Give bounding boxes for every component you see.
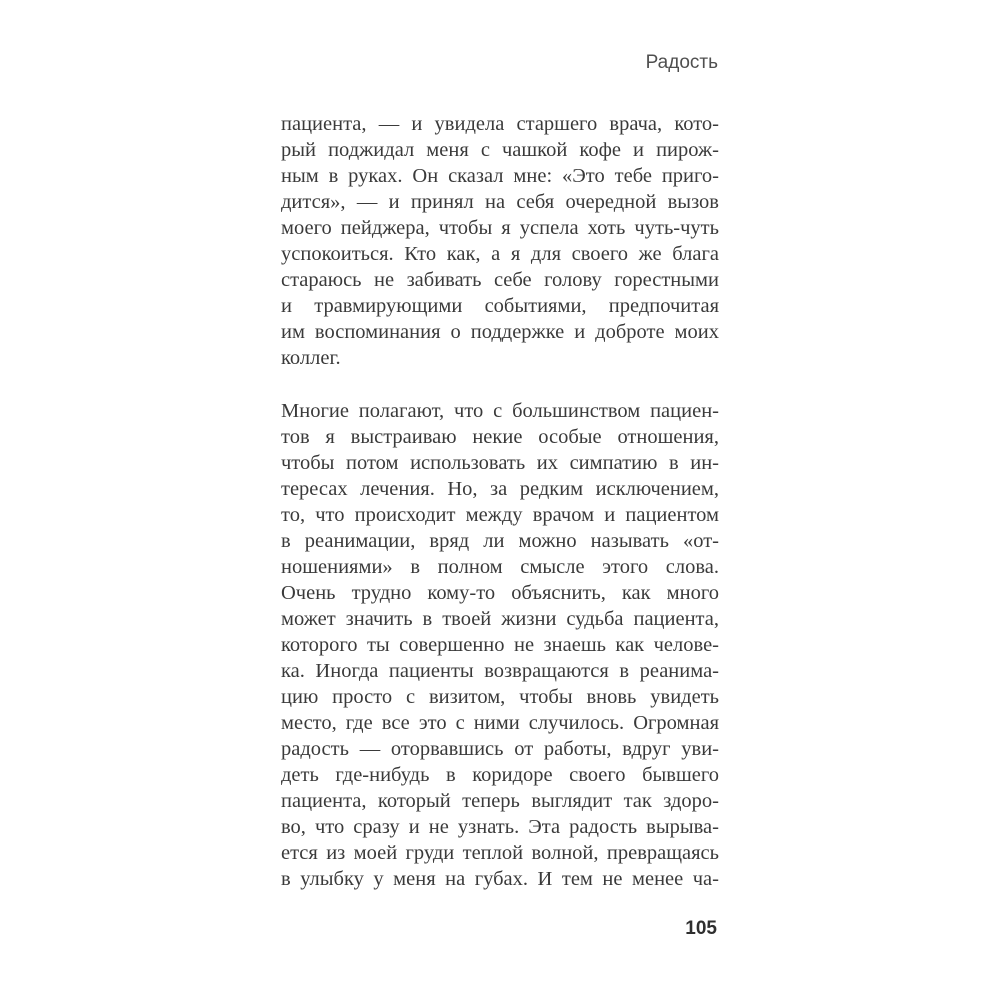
text-line: им воспоминания о поддержке и доброте моих <box>281 321 719 343</box>
paragraph <box>281 111 719 371</box>
text-line: ношениями» в полном смысле этого слова. <box>281 556 719 578</box>
text-line: ется из моей груди теплой волной, превращаясь <box>281 842 719 864</box>
text-line: рый поджидал меня с чашкой кофе и пирож- <box>281 139 719 161</box>
text-line: место, где все это с ними случилось. Огромная <box>281 712 719 734</box>
text-line: пациента, который теперь выглядит так здоро- <box>281 790 719 812</box>
text-line: радость — оторвавшись от работы, вдруг уви- <box>281 738 719 760</box>
text-line: пациента, — и увидела старшего врача, кото- <box>281 113 719 135</box>
body-text <box>281 111 719 892</box>
text-line: то, что происходит между врачом и пациентом <box>281 504 719 526</box>
text-line: тересах лечения. Но, за редким исключением, <box>281 478 719 500</box>
text-line: может значить в твоей жизни судьба пациента, <box>281 608 719 630</box>
text-line: коллег. <box>281 347 341 369</box>
text-line: и травмирующими событиями, предпочитая <box>281 295 719 317</box>
text-line: Очень трудно кому-то объяснить, как много <box>281 582 719 604</box>
text-line: Многие полагают, что с большинством пациен- <box>281 400 719 422</box>
text-line: ка. Иногда пациенты возвращаются в реанима- <box>281 660 719 682</box>
text-line: стараюсь не забивать себе голову горестными <box>281 269 719 291</box>
paragraph <box>281 398 719 892</box>
text-line: цию просто с визитом, чтобы вновь увидеть <box>281 686 719 708</box>
text-line: тов я выстраиваю некие особые отношения, <box>281 426 719 448</box>
text-line: в реанимации, вряд ли можно называть «от- <box>281 530 719 552</box>
text-line: ным в руках. Он сказал мне: «Это тебе приго- <box>281 165 719 187</box>
running-header: Радость <box>645 52 718 73</box>
text-line: деть где-нибудь в коридоре своего бывшего <box>281 764 719 786</box>
text-line: чтобы потом использовать их симпатию в ин- <box>281 452 719 474</box>
text-line: дится», — и принял на себя очередной вызов <box>281 191 719 213</box>
text-line: во, что сразу и не узнать. Эта радость вырыва- <box>281 816 719 838</box>
text-line: в улыбку у меня на губах. И тем не менее ча- <box>281 868 719 890</box>
text-line: моего пейджера, чтобы я успела хоть чуть-чуть <box>281 217 719 239</box>
text-line: успокоиться. Кто как, а я для своего же блага <box>281 243 719 265</box>
text-line: которого ты совершенно не знаешь как челове- <box>281 634 719 656</box>
page-number: 105 <box>685 918 717 939</box>
